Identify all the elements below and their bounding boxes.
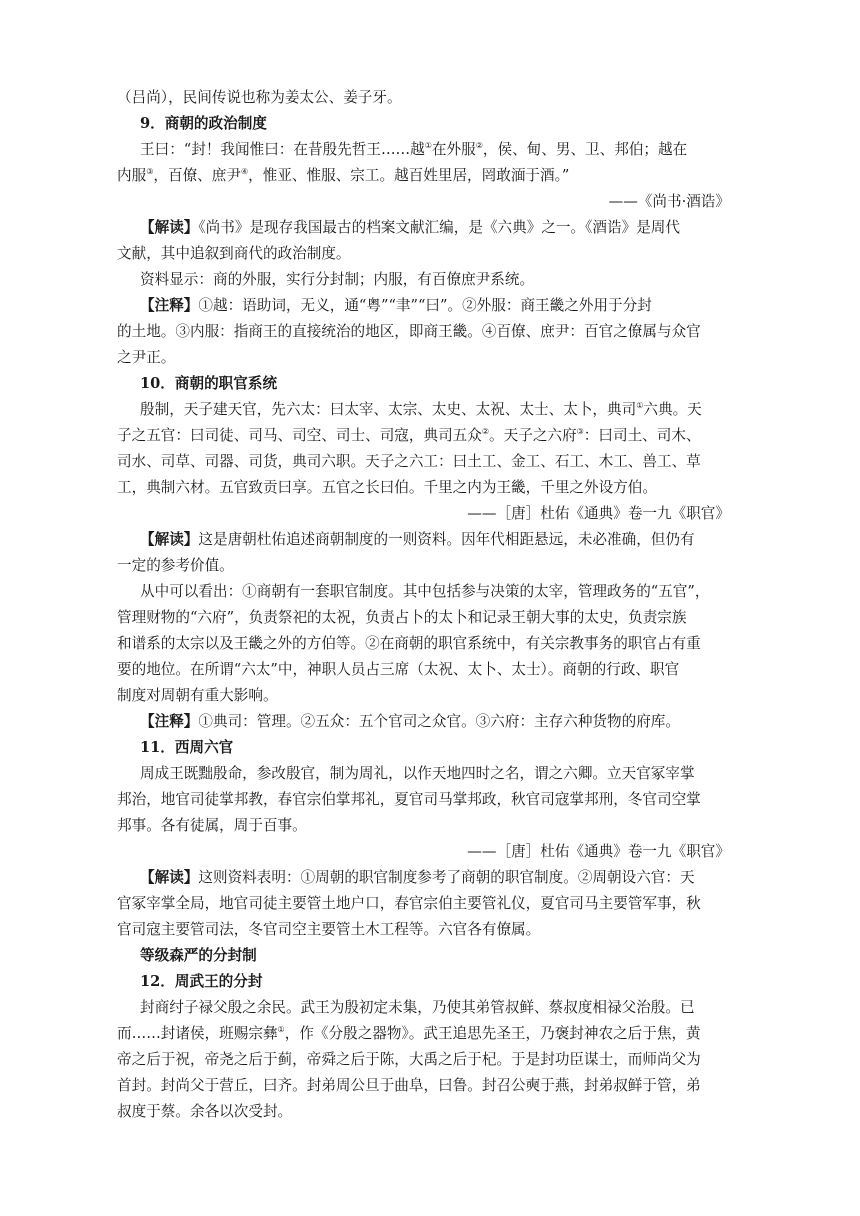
footnote-marker: ① xyxy=(636,401,644,410)
source-quote-line: 周成王既黜殷命，参改殷官，制为周礼，以作天地四时之名，谓之六卿。立天官冢宰掌 xyxy=(140,765,695,782)
annotation-label: 【注释】 xyxy=(140,297,199,314)
source-quote-line: 王曰：“封！我闻惟曰：在昔殷先哲王……越①在外服②，侯、甸、男、卫、邦伯；越在 xyxy=(140,141,688,158)
footnote-marker: ② xyxy=(481,427,490,436)
source-quote-line: 邦事。各有徒属，周于百事。 xyxy=(117,817,307,834)
interpretation-line: 【解读】这则资料表明：①周朝的职官制度参考了商朝的职官制度。②周朝设六官：天 xyxy=(140,869,695,886)
interpretation-line: 官司寇主要管司法，冬官司空主要管土木工程等。六官各有僚属。 xyxy=(117,921,541,938)
analysis-line: 从中可以看出：①商朝有一套职官制度。其中包括参与决策的太宰，管理政务的“五官”， xyxy=(140,583,710,600)
source-quote-line: 邦治，地官司徒掌邦教，春官宗伯掌邦礼，夏官司马掌邦政，秋官司寇掌邦刑，冬官司空掌 xyxy=(117,791,701,808)
section-heading-11: 11．西周六官 xyxy=(140,739,234,756)
citation: ——［唐］杜佑《通典》卷一九《职官》 xyxy=(467,505,730,522)
source-quote-line: 帝之后于祝，帝尧之后于蓟，帝舜之后于陈，大禹之后于杞。于是封功臣谋士，而师尚父为 xyxy=(117,1051,701,1068)
source-quote-line: 而……封诸侯，班赐宗彝①，作《分殷之器物》。武王追思先圣王，乃褒封神农之后于焦，黄 xyxy=(117,1025,701,1042)
analysis-line: 制度对周朝有重大影响。 xyxy=(117,687,278,704)
interpretation-label: 【解读】 xyxy=(140,219,199,236)
annotation-label: 【注释】 xyxy=(140,713,199,730)
footnote-marker: ④ xyxy=(240,167,249,176)
footnote-marker: ① xyxy=(277,1025,285,1034)
citation: ——［唐］杜佑《通典》卷一九《职官》 xyxy=(467,843,730,860)
section-heading-10: 10．商朝的职官系统 xyxy=(140,375,278,392)
interpretation-line: 官冢宰掌全局，地官司徒主要管土地户口，春官宗伯主要管礼仪，夏官司马主要管军事，秋 xyxy=(117,895,701,912)
source-quote-line: 工，典制六材。五官致贡曰享。五官之长曰伯。千里之内为王畿，千里之外设方伯。 xyxy=(117,479,657,496)
section-heading-9: 9．商朝的政治制度 xyxy=(140,115,267,132)
footnote-marker: ③ xyxy=(146,167,154,176)
paragraph-line: 资料显示：商的外服，实行分封制；内服，有百僚庶尹系统。 xyxy=(140,271,535,288)
footnote-marker: ① xyxy=(424,141,432,150)
annotation-line: 【注释】①典司：管理。②五众：五个官司之众官。③六府：主存六种货物的府库。 xyxy=(140,713,680,730)
annotation-line: 的土地。③内服：指商王的直接统治的地区，即商王畿。④百僚、庶尹：百官之僚属与众官 xyxy=(117,323,701,340)
interpretation-line: 文献，其中追叙到商代的政治制度。 xyxy=(117,245,351,262)
annotation-line: 【注释】①越：语助词，无义，通“粤”“聿”“曰”。②外服：商王畿之外用于分封 xyxy=(140,297,652,314)
chapter-heading: 等级森严的分封制 xyxy=(140,947,257,964)
interpretation-label: 【解读】 xyxy=(140,531,199,548)
analysis-line: 要的地位。在所谓“六太”中，神职人员占三席（太祝、太卜、太士）。商朝的行政、职官 xyxy=(117,661,680,678)
source-quote-line: 司水、司草、司器、司货，典司六职。天子之六工：曰土工、金工、石工、木工、兽工、草 xyxy=(117,453,701,470)
interpretation-line: 【解读】这是唐朝杜佑追述商朝制度的一则资料。因年代相距悬远，未必准确，但仍有 xyxy=(140,531,695,548)
footnote-marker: ③ xyxy=(576,427,584,436)
footnote-marker: ② xyxy=(475,141,483,150)
analysis-line: 管理财物的“六府”，负责祭祀的太祝，负责占卜的太卜和记录王朝大事的太史，负责宗族 xyxy=(117,609,687,626)
source-quote-line: 内服③，百僚、庶尹④，惟亚、惟服、宗工。越百姓里居，罔敢湎于酒。” xyxy=(117,167,570,184)
paragraph-line: （吕尚），民间传说也称为姜太公、姜子牙。 xyxy=(117,89,402,106)
source-quote-line: 封商纣子禄父殷之余民。武王为殷初定未集，乃使其弟管叔鲜、蔡叔度相禄父治殷。已 xyxy=(140,999,695,1016)
source-quote-line: 叔度于蔡。余各以次受封。 xyxy=(117,1103,293,1120)
interpretation-line: 【解读】《尚书》是现存我国最古的档案文献汇编，是《六典》之一。《酒诰》是周代 xyxy=(140,219,680,236)
source-quote-line: 殷制，天子建天官，先六太：曰太宰、太宗、太史、太祝、太士、太卜，典司①六典。天 xyxy=(140,401,702,418)
source-quote-line: 子之五官：曰司徒、司马、司空、司士、司寇，典司五众②。天子之六府③：曰司土、司木、 xyxy=(117,427,701,444)
interpretation-line: 一定的参考价值。 xyxy=(117,557,234,574)
citation: ——《尚书·酒诰》 xyxy=(608,193,730,210)
interpretation-label: 【解读】 xyxy=(140,869,199,886)
annotation-line: 之尹正。 xyxy=(117,349,176,366)
section-heading-12: 12．周武王的分封 xyxy=(140,973,263,990)
source-quote-line: 首封。封尚父于营丘，曰齐。封弟周公旦于曲阜，曰鲁。封召公奭于燕，封弟叔鲜于管，弟 xyxy=(117,1077,701,1094)
analysis-line: 和谱系的太宗以及王畿之外的方伯等。②在商朝的职官系统中，有关宗教事务的职官占有重 xyxy=(117,635,701,652)
